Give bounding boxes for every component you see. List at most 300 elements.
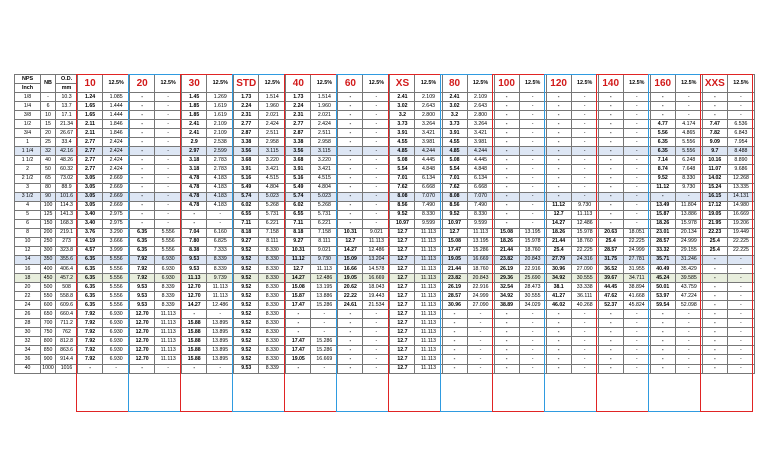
table-cell: 8.330 (259, 310, 286, 319)
table-cell: - (571, 364, 598, 373)
table-cell: - (675, 337, 702, 346)
column-header: 12.5% (415, 75, 442, 93)
table-cell: - (494, 183, 519, 192)
table-cell: 6.843 (727, 129, 754, 138)
table-cell: 2.643 (467, 102, 494, 111)
table-cell: 11.113 (415, 283, 442, 292)
table-row (15, 328, 755, 337)
table-cell: 13.7 (56, 102, 78, 111)
table-cell: 11.113 (415, 364, 442, 373)
table-cell: 32 (15, 337, 41, 346)
table-cell: 11.07 (702, 165, 727, 174)
table-cell: 9.53 (130, 283, 155, 292)
table-cell: 11.12 (650, 183, 675, 192)
table-cell: 2.41 (390, 93, 415, 102)
table-cell: - (155, 156, 182, 165)
table-cell: 3.220 (259, 156, 286, 165)
table-cell: 1.65 (78, 111, 103, 120)
table-cell: 13.335 (727, 183, 754, 192)
table-cell: 15.88 (182, 328, 207, 337)
table-cell: 20 (41, 129, 56, 138)
table-cell: 3.981 (467, 138, 494, 147)
table-cell: 5.268 (259, 201, 286, 210)
table-cell: 1.846 (103, 120, 130, 129)
table-cell: 9.53 (234, 364, 259, 373)
table-cell: - (363, 201, 390, 210)
table-cell: 9.52 (234, 328, 259, 337)
table-cell: - (494, 192, 519, 201)
table-cell: 2.424 (311, 120, 338, 129)
table-cell: 9.52 (234, 283, 259, 292)
table-cell: - (494, 174, 519, 183)
table-cell: - (130, 183, 155, 192)
column-header: 12.5% (103, 75, 130, 93)
table-cell: 7.04 (182, 228, 207, 237)
column-header: 160 (650, 75, 675, 93)
table-cell: 3.05 (78, 174, 103, 183)
table-cell: - (675, 192, 702, 201)
column-header: XS (390, 75, 415, 93)
table-cell: 8.111 (311, 237, 338, 246)
table-cell: - (546, 364, 571, 373)
table-cell: 42.16 (56, 147, 78, 156)
table-cell: 5.556 (103, 283, 130, 292)
table-cell: - (442, 319, 467, 328)
table-cell: - (546, 319, 571, 328)
table-cell: - (727, 274, 754, 283)
table-cell: - (623, 328, 650, 337)
table-cell: 13.49 (650, 201, 675, 210)
table-cell: - (363, 156, 390, 165)
table-cell: 7.070 (415, 192, 442, 201)
table-cell: - (338, 337, 363, 346)
table-cell: - (494, 210, 519, 219)
table-cell: 1.73 (234, 93, 259, 102)
table-cell: 11.113 (207, 283, 234, 292)
table-cell: 11.113 (415, 355, 442, 364)
table-row (15, 192, 755, 201)
table-cell: - (155, 201, 182, 210)
table-cell: 6.35 (650, 138, 675, 147)
table-cell: 21.34 (56, 120, 78, 129)
table-cell: - (155, 129, 182, 138)
table-cell: - (155, 192, 182, 201)
table-cell: - (338, 174, 363, 183)
table-cell: - (363, 147, 390, 156)
table-cell: 7.92 (78, 346, 103, 355)
table-cell: - (442, 364, 467, 373)
table-cell: 33.338 (571, 283, 598, 292)
table-cell: - (467, 328, 494, 337)
pipe-schedule-table-wrapper (14, 74, 755, 374)
column-header: 100 (494, 75, 519, 93)
table-cell: - (727, 283, 754, 292)
table-cell: 9.52 (234, 355, 259, 364)
table-cell: 20.62 (338, 283, 363, 292)
table-cell: 101.6 (56, 192, 78, 201)
table-cell: - (519, 111, 546, 120)
table-cell: 13.204 (363, 255, 390, 264)
table-cell: - (623, 147, 650, 156)
table-cell: - (363, 364, 390, 373)
table-cell: - (571, 174, 598, 183)
table-cell: 4.515 (311, 174, 338, 183)
table-cell: 6.668 (415, 183, 442, 192)
table-cell: - (650, 111, 675, 120)
table-cell: 10.31 (338, 228, 363, 237)
table-cell: 6.930 (103, 310, 130, 319)
table-cell: 3/8 (15, 111, 41, 120)
table-cell: 17.1 (56, 111, 78, 120)
table-cell: 11.113 (415, 228, 442, 237)
table-cell: 1016 (56, 364, 78, 373)
table-cell: 2.975 (103, 210, 130, 219)
table-cell: 6.930 (103, 328, 130, 337)
table-cell: 5.08 (390, 156, 415, 165)
table-cell: - (494, 120, 519, 129)
table-cell: 12.70 (130, 346, 155, 355)
table-cell: - (155, 219, 182, 228)
table-cell: - (494, 364, 519, 373)
table-cell: - (598, 174, 623, 183)
table-cell: 18.760 (519, 246, 546, 255)
table-cell: 12.7 (390, 310, 415, 319)
table-cell: 10.3 (56, 93, 78, 102)
table-cell: 16 (15, 264, 41, 273)
table-cell: - (598, 192, 623, 201)
table-cell: 18.760 (571, 237, 598, 246)
table-cell: - (623, 337, 650, 346)
table-cell: - (519, 174, 546, 183)
table-cell: - (338, 129, 363, 138)
table-cell: - (675, 346, 702, 355)
table-cell: 7.62 (442, 183, 467, 192)
column-header: 10 (78, 75, 103, 93)
table-cell: 8.330 (675, 174, 702, 183)
table-cell: 29.155 (675, 246, 702, 255)
table-cell: - (702, 337, 727, 346)
table-cell: - (467, 337, 494, 346)
table-row (15, 283, 755, 292)
table-cell: - (519, 355, 546, 364)
table-cell: 41.27 (546, 292, 571, 301)
table-cell: - (598, 102, 623, 111)
table-cell: - (130, 192, 155, 201)
table-cell: 1.619 (207, 102, 234, 111)
table-cell: 12.70 (182, 283, 207, 292)
table-cell: 15 (41, 120, 56, 129)
table-cell: - (702, 346, 727, 355)
table-cell: 3.2 (390, 111, 415, 120)
table-cell: 1.846 (103, 129, 130, 138)
table-cell: - (598, 147, 623, 156)
table-cell: 2.669 (103, 192, 130, 201)
table-cell: - (130, 111, 155, 120)
table-cell: - (598, 156, 623, 165)
table-cell: 7.333 (207, 246, 234, 255)
table-cell: 12.7 (390, 364, 415, 373)
table-cell: 4.515 (259, 174, 286, 183)
table-cell: 2.800 (467, 111, 494, 120)
table-cell: 9.52 (234, 346, 259, 355)
table-cell: - (571, 156, 598, 165)
table-cell: 5.556 (675, 138, 702, 147)
table-cell: 2.77 (286, 120, 311, 129)
table-cell: 21.44 (494, 246, 519, 255)
table-cell: - (727, 292, 754, 301)
table-cell: - (494, 310, 519, 319)
table-cell: 36 (15, 355, 41, 364)
table-cell: 11.113 (415, 237, 442, 246)
table-cell: 48.26 (56, 156, 78, 165)
table-row (15, 337, 755, 346)
table-cell: 15.08 (494, 228, 519, 237)
table-cell: - (155, 174, 182, 183)
table-cell: - (519, 346, 546, 355)
table-cell: 32.54 (494, 283, 519, 292)
table-cell: 5.556 (103, 255, 130, 264)
table-cell: 50 (41, 165, 56, 174)
table-cell: - (311, 328, 338, 337)
table-cell: 19.449 (727, 228, 754, 237)
table-cell: - (623, 346, 650, 355)
table-cell: 9.52 (234, 246, 259, 255)
table-cell: 2.77 (78, 156, 103, 165)
column-header: 12.5% (467, 75, 494, 93)
table-cell: 8.330 (259, 319, 286, 328)
table-cell: 27.781 (623, 255, 650, 264)
table-cell: 28 (15, 319, 41, 328)
table-cell: 7.01 (390, 174, 415, 183)
table-cell: 6.134 (467, 174, 494, 183)
table-cell: 34.711 (623, 274, 650, 283)
table-cell: 65 (41, 174, 56, 183)
table-cell: 23.82 (494, 255, 519, 264)
table-cell: - (286, 364, 311, 373)
table-cell: 219.1 (56, 228, 78, 237)
table-cell: 13.895 (207, 337, 234, 346)
table-cell: - (155, 165, 182, 174)
table-cell: 1.960 (259, 102, 286, 111)
table-cell: - (363, 346, 390, 355)
table-cell: - (363, 310, 390, 319)
table-cell: 2.9 (182, 138, 207, 147)
table-cell: 11.113 (467, 228, 494, 237)
column-header: 60 (338, 75, 363, 93)
column-header: 80 (442, 75, 467, 93)
table-cell: 7.14 (650, 156, 675, 165)
table-cell: - (130, 364, 155, 373)
table-cell: 2.021 (259, 111, 286, 120)
table-cell: - (338, 111, 363, 120)
column-header: 12.5% (675, 75, 702, 93)
table-cell: - (546, 346, 571, 355)
table-cell: 22.916 (467, 283, 494, 292)
table-cell: 8.330 (259, 355, 286, 364)
table-cell: 2.11 (78, 120, 103, 129)
table-cell: - (363, 111, 390, 120)
table-cell: 2.783 (207, 156, 234, 165)
table-cell: 11.113 (415, 310, 442, 319)
table-cell: 35.71 (650, 255, 675, 264)
table-cell: - (363, 129, 390, 138)
table-cell: 22.225 (623, 237, 650, 246)
table-cell: 5.556 (155, 246, 182, 255)
table-cell: 12.7 (390, 228, 415, 237)
table-cell: 30.555 (519, 292, 546, 301)
table-cell: - (363, 165, 390, 174)
table-cell: - (546, 138, 571, 147)
table-cell: 8.339 (155, 283, 182, 292)
table-cell: - (155, 183, 182, 192)
table-cell: - (338, 319, 363, 328)
table-cell: 14.27 (546, 219, 571, 228)
table-cell: 11.113 (415, 264, 442, 273)
table-cell: 4.19 (78, 237, 103, 246)
table-cell: 39.585 (675, 274, 702, 283)
table-cell: 6.221 (259, 219, 286, 228)
table-cell: 5.556 (675, 147, 702, 156)
table-cell: 4.848 (415, 165, 442, 174)
table-cell: - (546, 129, 571, 138)
table-cell: 40 (15, 364, 41, 373)
table-cell: - (442, 328, 467, 337)
table-cell: 2.424 (103, 165, 130, 174)
table-cell: 1.085 (103, 93, 130, 102)
table-cell: 3.05 (78, 183, 103, 192)
table-cell: 7.11 (286, 219, 311, 228)
table-cell: 7.92 (130, 255, 155, 264)
table-cell: 3.115 (259, 147, 286, 156)
table-cell: 10 (15, 237, 41, 246)
table-cell: 18.051 (623, 228, 650, 237)
table-cell: 4.244 (415, 147, 442, 156)
table-cell: 25.4 (702, 246, 727, 255)
table-cell: 2.109 (207, 129, 234, 138)
table-cell: - (571, 129, 598, 138)
table-cell: - (519, 120, 546, 129)
table-cell: 1.45 (182, 93, 207, 102)
table-cell: - (155, 102, 182, 111)
table-cell: 3.76 (78, 228, 103, 237)
table-cell: - (519, 138, 546, 147)
table-cell: 9.686 (727, 165, 754, 174)
table-row (15, 93, 755, 102)
table-cell: 400 (41, 264, 56, 273)
table-cell: - (571, 120, 598, 129)
table-cell: 11.113 (415, 301, 442, 310)
table-cell: 11.113 (415, 346, 442, 355)
table-cell: 8.330 (259, 274, 286, 283)
table-cell: 2 1/2 (15, 174, 41, 183)
table-cell: 24.999 (467, 292, 494, 301)
table-cell: 8.339 (259, 364, 286, 373)
table-cell: 12.486 (207, 301, 234, 310)
table-cell: 5.556 (103, 264, 130, 273)
table-cell: 5.268 (311, 201, 338, 210)
table-cell: 2.958 (259, 138, 286, 147)
table-cell: - (494, 319, 519, 328)
table-cell: - (571, 355, 598, 364)
table-cell: 11.113 (155, 355, 182, 364)
table-cell: 2.669 (103, 174, 130, 183)
table-cell: 11.113 (155, 310, 182, 319)
table-cell: 750 (41, 328, 56, 337)
table-cell: 22.23 (702, 228, 727, 237)
table-cell: 26.19 (442, 283, 467, 292)
table-cell: - (650, 102, 675, 111)
table-cell: 6.02 (234, 201, 259, 210)
table-cell: 27.090 (467, 301, 494, 310)
table-cell: - (130, 138, 155, 147)
table-cell: 19.206 (727, 219, 754, 228)
table-cell: 15.88 (182, 319, 207, 328)
table-cell: - (598, 364, 623, 373)
table-row (15, 292, 755, 301)
table-cell: 11.113 (415, 328, 442, 337)
table-cell: 2.77 (234, 120, 259, 129)
table-cell: 24.999 (623, 246, 650, 255)
table-cell: - (519, 364, 546, 373)
table-cell: - (363, 337, 390, 346)
table-cell: 28.57 (650, 237, 675, 246)
table-cell: 53.97 (650, 292, 675, 301)
table-cell: 2.538 (207, 138, 234, 147)
table-cell: - (519, 319, 546, 328)
table-cell: 13.195 (467, 237, 494, 246)
table-cell: - (598, 138, 623, 147)
table-cell: 15.88 (182, 346, 207, 355)
table-cell: 508 (56, 283, 78, 292)
unit-header: Inch (15, 84, 41, 93)
table-cell: 9.599 (467, 219, 494, 228)
table-cell: 914.4 (56, 355, 78, 364)
column-header: 12.5% (207, 75, 234, 93)
table-cell: 2.109 (467, 93, 494, 102)
column-header: 30 (182, 75, 207, 93)
table-cell: 11.113 (415, 255, 442, 264)
table-cell: 8.330 (259, 328, 286, 337)
table-row (15, 111, 755, 120)
table-cell: 5.556 (103, 292, 130, 301)
table-cell: - (623, 192, 650, 201)
table-cell: 1.514 (311, 93, 338, 102)
table-cell: 20.134 (675, 228, 702, 237)
table-cell: 8.890 (727, 156, 754, 165)
table-cell: 34 (15, 346, 41, 355)
table-cell: - (467, 364, 494, 373)
table-cell: 8.339 (155, 292, 182, 301)
table-cell: 2.599 (207, 147, 234, 156)
table-cell: 16.669 (727, 210, 754, 219)
table-cell: - (519, 210, 546, 219)
table-cell: 4.865 (675, 129, 702, 138)
table-cell: 9.730 (311, 255, 338, 264)
table-cell: 168.3 (56, 219, 78, 228)
table-cell: 6.35 (78, 301, 103, 310)
table-cell: - (571, 319, 598, 328)
table-cell: - (155, 364, 182, 373)
table-cell: - (571, 310, 598, 319)
table-cell: 6.536 (727, 120, 754, 129)
table-cell: - (623, 93, 650, 102)
table-cell: 39.67 (598, 274, 623, 283)
table-cell: 12.7 (390, 319, 415, 328)
table-cell: 5 (15, 210, 41, 219)
table-cell: 9.52 (442, 210, 467, 219)
table-cell: 9.52 (650, 174, 675, 183)
table-cell: 4.78 (182, 174, 207, 183)
